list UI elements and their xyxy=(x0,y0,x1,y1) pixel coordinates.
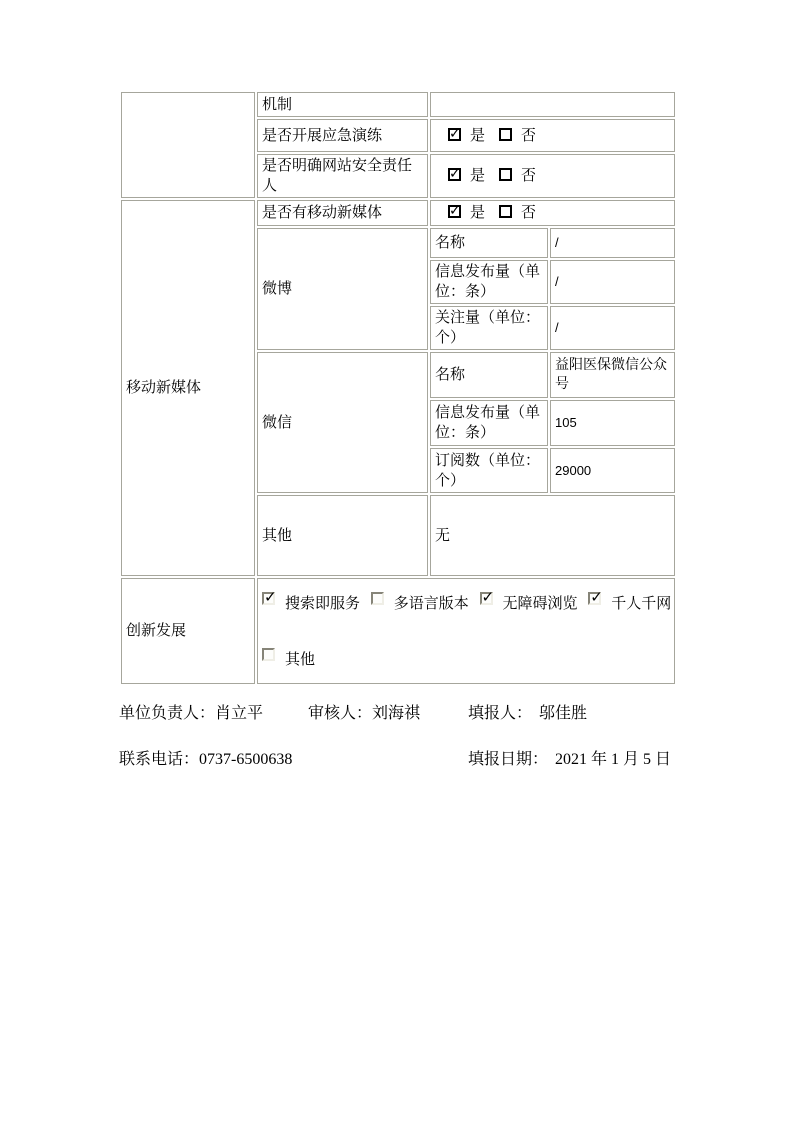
no-checkbox[interactable] xyxy=(499,128,512,141)
wechat-posts-value: 105 xyxy=(550,400,675,446)
emergency-drill-value-cell xyxy=(430,119,675,152)
weibo-followers-value: / xyxy=(550,306,675,350)
yes-checkbox[interactable] xyxy=(448,168,461,181)
no-label: 否 xyxy=(521,168,537,184)
reviewer-value: 刘海祺 xyxy=(372,705,421,722)
checkbox[interactable] xyxy=(588,592,601,605)
option-label: 千人千网 xyxy=(611,596,672,612)
option-label: 多语言版本 xyxy=(393,596,469,612)
weibo-posts-label: 信息发布量（单位：条） xyxy=(430,260,548,304)
other-media-label: 其他 xyxy=(257,495,428,576)
yes-checkbox[interactable] xyxy=(448,205,461,218)
weibo-name-value: / xyxy=(550,228,675,258)
unit-head-value: 肖立平 xyxy=(215,705,264,722)
footer-date xyxy=(468,750,671,770)
wechat-label-cell: 微信 xyxy=(257,352,428,493)
security-officer-value-cell xyxy=(430,154,675,198)
has-mobile-media-value-cell xyxy=(430,200,675,226)
wechat-posts-label: 信息发布量（单位：条） xyxy=(430,400,548,446)
mechanism-value-cell-empty xyxy=(430,92,675,117)
date-value: 2021 年 1 月 5 日 xyxy=(555,751,672,768)
no-label: 否 xyxy=(521,205,537,221)
footer-phone xyxy=(119,750,292,770)
no-label: 否 xyxy=(521,127,537,144)
other-media-value: 无 xyxy=(430,495,675,576)
date-label: 填报日期： xyxy=(468,751,549,768)
emergency-drill-label: 是否开展应急演练 xyxy=(257,119,428,152)
innovation-option xyxy=(371,596,469,612)
checkbox[interactable] xyxy=(262,648,275,661)
footer-filler xyxy=(468,704,587,724)
yes-label: 是 xyxy=(470,127,486,144)
filler-value: 邬佳胜 xyxy=(539,705,588,722)
phone-label: 联系电话： xyxy=(119,751,200,768)
filler-label: 填报人： xyxy=(468,705,533,722)
section-label-innovation: 创新发展 xyxy=(121,578,255,684)
section-label-mobile-media: 移动新媒体 xyxy=(121,200,255,576)
innovation-options-cell xyxy=(257,578,675,684)
wechat-name-label: 名称 xyxy=(430,352,548,398)
weibo-posts-value: / xyxy=(550,260,675,304)
reviewer-label: 审核人： xyxy=(308,705,373,722)
wechat-subscribers-label: 订阅数（单位：个） xyxy=(430,448,548,493)
security-officer-label: 是否明确网站安全责任人 xyxy=(257,154,428,198)
has-mobile-media-label: 是否有移动新媒体 xyxy=(257,200,428,226)
innovation-option xyxy=(588,596,671,612)
innovation-options-row-2 xyxy=(262,648,670,670)
category-cell-empty xyxy=(121,92,255,198)
unit-head-label: 单位负责人： xyxy=(119,705,216,722)
yes-label: 是 xyxy=(470,168,486,184)
mechanism-label-cell: 机制 xyxy=(257,92,428,117)
phone-value: 0737-6500638 xyxy=(199,751,293,768)
footer-unit-head xyxy=(119,704,263,724)
checkbox[interactable] xyxy=(480,592,493,605)
yes-label: 是 xyxy=(470,205,486,221)
innovation-option xyxy=(480,596,578,612)
innovation-option xyxy=(262,596,360,612)
checkbox[interactable] xyxy=(371,592,384,605)
weibo-name-label: 名称 xyxy=(430,228,548,258)
weibo-label-cell: 微博 xyxy=(257,228,428,350)
yes-checkbox[interactable] xyxy=(448,128,461,141)
weibo-followers-label: 关注量（单位：个） xyxy=(430,306,548,350)
option-label: 无障碍浏览 xyxy=(502,596,578,612)
footer-reviewer xyxy=(308,704,420,724)
report-table xyxy=(119,90,677,686)
no-checkbox[interactable] xyxy=(499,168,512,181)
innovation-options-row-1 xyxy=(262,592,670,614)
checkbox[interactable] xyxy=(262,592,275,605)
no-checkbox[interactable] xyxy=(499,205,512,218)
innovation-option xyxy=(262,652,315,668)
wechat-name-value: 益阳医保微信公众号 xyxy=(550,352,675,398)
wechat-subscribers-value: 29000 xyxy=(550,448,675,493)
option-label: 搜索即服务 xyxy=(285,596,361,612)
option-label: 其他 xyxy=(285,652,316,668)
